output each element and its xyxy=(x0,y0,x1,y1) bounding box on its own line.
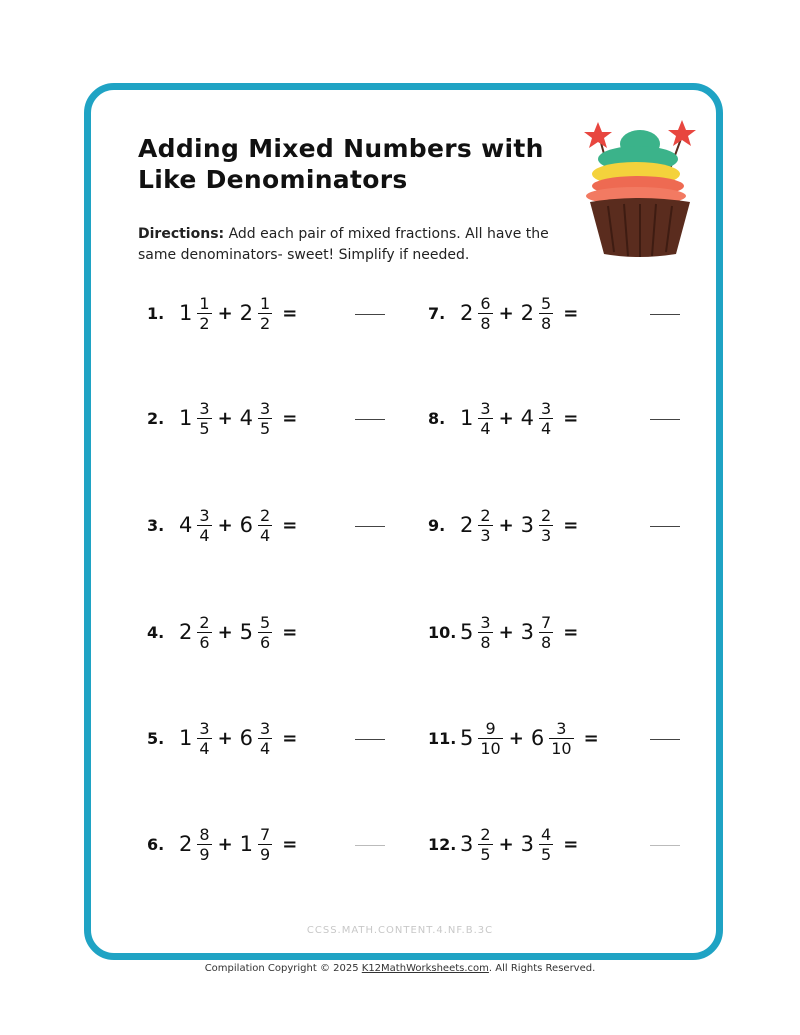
plus-sign: + xyxy=(498,407,514,429)
equals-sign: = xyxy=(563,514,579,536)
title-line-1: Adding Mixed Numbers with xyxy=(138,134,544,163)
answer-blank-6[interactable] xyxy=(355,845,385,846)
worksheet-title xyxy=(138,133,544,195)
fraction-2 xyxy=(258,614,272,651)
numerator-2: 3 xyxy=(541,398,552,418)
fraction-2 xyxy=(258,507,272,544)
fraction-2 xyxy=(539,295,553,332)
denominator-1: 5 xyxy=(480,844,491,864)
numerator-2: 1 xyxy=(260,293,271,313)
fraction-2 xyxy=(258,400,272,437)
answer-blank-7[interactable] xyxy=(650,314,680,315)
equals-sign: = xyxy=(282,833,298,855)
whole-number-1: 2 xyxy=(179,832,193,856)
problem-3 xyxy=(147,503,297,547)
denominator-2: 5 xyxy=(260,418,271,438)
denominator-2: 3 xyxy=(541,525,552,545)
numerator-1: 6 xyxy=(480,293,491,313)
whole-number-2: 6 xyxy=(530,726,545,750)
denominator-1: 3 xyxy=(480,525,491,545)
fraction-2 xyxy=(539,400,553,437)
fraction-2 xyxy=(539,507,553,544)
numerator-2: 7 xyxy=(541,612,552,632)
fraction-1 xyxy=(478,507,492,544)
answer-blank-9[interactable] xyxy=(650,526,680,527)
problem-number: 11. xyxy=(428,728,457,748)
problem-number: 9. xyxy=(428,515,446,535)
whole-number-1: 1 xyxy=(460,406,474,430)
plus-sign: + xyxy=(498,514,514,536)
problem-number: 7. xyxy=(428,303,446,323)
title-line-2: Like Denominators xyxy=(138,165,408,194)
plus-sign: + xyxy=(217,727,233,749)
denominator-1: 8 xyxy=(480,632,491,652)
problem-number: 4. xyxy=(147,622,165,642)
answer-blank-8[interactable] xyxy=(650,419,680,420)
equals-sign: = xyxy=(282,514,298,536)
answer-blank-1[interactable] xyxy=(355,314,385,315)
problem-4 xyxy=(147,610,297,654)
fraction-1 xyxy=(478,295,492,332)
directions xyxy=(138,224,578,266)
plus-sign: + xyxy=(498,833,514,855)
whole-number-2: 5 xyxy=(239,620,254,644)
answer-blank-3[interactable] xyxy=(355,526,385,527)
fraction-1 xyxy=(197,614,211,651)
numerator-1: 2 xyxy=(480,505,491,525)
copyright-prefix: Compilation Copyright © 2025 xyxy=(204,963,362,974)
numerator-2: 4 xyxy=(541,824,552,844)
plus-sign: + xyxy=(217,407,233,429)
whole-number-2: 6 xyxy=(239,513,254,537)
fraction-1 xyxy=(478,720,502,757)
plus-sign: + xyxy=(498,621,514,643)
denominator-2: 9 xyxy=(260,844,271,864)
plus-sign: + xyxy=(508,727,524,749)
plus-sign: + xyxy=(498,302,514,324)
denominator-1: 4 xyxy=(480,418,491,438)
denominator-2: 10 xyxy=(551,738,572,758)
problem-number: 1. xyxy=(147,303,165,323)
problem-number: 8. xyxy=(428,408,446,428)
numerator-1: 3 xyxy=(199,718,210,738)
numerator-1: 3 xyxy=(480,612,491,632)
denominator-2: 6 xyxy=(260,632,271,652)
copyright-link[interactable]: K12MathWorksheets.com xyxy=(361,963,489,974)
standard-code: CCSS.MATH.CONTENT.4.NF.B.3C xyxy=(306,925,494,936)
problem-number: 3. xyxy=(147,515,165,535)
denominator-2: 4 xyxy=(541,418,552,438)
problem-12 xyxy=(428,822,578,866)
denominator-1: 2 xyxy=(199,313,210,333)
numerator-1: 1 xyxy=(199,293,210,313)
numerator-2: 3 xyxy=(260,398,271,418)
problem-9 xyxy=(428,503,578,547)
equals-sign: = xyxy=(282,727,298,749)
whole-number-2: 3 xyxy=(520,513,535,537)
fraction-1 xyxy=(197,295,211,332)
answer-blank-2[interactable] xyxy=(355,419,385,420)
fraction-1 xyxy=(197,507,211,544)
denominator-2: 8 xyxy=(541,313,552,333)
whole-number-1: 3 xyxy=(460,832,474,856)
whole-number-1: 1 xyxy=(179,301,193,325)
whole-number-1: 1 xyxy=(179,726,193,750)
numerator-2: 5 xyxy=(260,612,271,632)
plus-sign: + xyxy=(217,302,233,324)
problem-8 xyxy=(428,396,578,440)
denominator-2: 4 xyxy=(260,738,271,758)
denominator-2: 2 xyxy=(260,313,271,333)
problem-5 xyxy=(147,716,297,760)
problem-number: 10. xyxy=(428,622,457,642)
problem-number: 5. xyxy=(147,728,165,748)
fraction-2 xyxy=(539,826,553,863)
equals-sign: = xyxy=(563,833,579,855)
plus-sign: + xyxy=(217,621,233,643)
fraction-1 xyxy=(478,826,492,863)
equals-sign: = xyxy=(282,302,298,324)
numerator-2: 3 xyxy=(556,718,567,738)
problem-2 xyxy=(147,396,297,440)
numerator-1: 2 xyxy=(199,612,210,632)
whole-number-2: 6 xyxy=(239,726,254,750)
whole-number-1: 2 xyxy=(179,620,193,644)
plus-sign: + xyxy=(217,514,233,536)
answer-blank-5[interactable] xyxy=(355,739,385,740)
denominator-2: 8 xyxy=(541,632,552,652)
problem-10 xyxy=(428,610,578,654)
whole-number-1: 5 xyxy=(460,726,474,750)
problem-number: 12. xyxy=(428,834,457,854)
denominator-2: 5 xyxy=(541,844,552,864)
plus-sign: + xyxy=(217,833,233,855)
equals-sign: = xyxy=(282,407,298,429)
whole-number-1: 2 xyxy=(460,513,474,537)
numerator-1: 3 xyxy=(199,505,210,525)
numerator-1: 9 xyxy=(485,718,496,738)
denominator-1: 6 xyxy=(199,632,210,652)
fraction-2 xyxy=(258,826,272,863)
whole-number-2: 4 xyxy=(520,406,535,430)
whole-number-2: 3 xyxy=(520,620,535,644)
whole-number-1: 5 xyxy=(460,620,474,644)
numerator-1: 3 xyxy=(480,398,491,418)
numerator-2: 2 xyxy=(260,505,271,525)
denominator-1: 10 xyxy=(480,738,501,758)
problem-7 xyxy=(428,291,578,335)
problem-number: 2. xyxy=(147,408,165,428)
fraction-2 xyxy=(258,720,272,757)
numerator-2: 2 xyxy=(541,505,552,525)
numerator-1: 8 xyxy=(199,824,210,844)
whole-number-2: 1 xyxy=(239,832,254,856)
numerator-1: 2 xyxy=(480,824,491,844)
denominator-1: 5 xyxy=(199,418,210,438)
equals-sign: = xyxy=(583,727,599,749)
fraction-1 xyxy=(478,614,492,651)
whole-number-2: 2 xyxy=(239,301,254,325)
numerator-2: 3 xyxy=(260,718,271,738)
directions-text: Add each pair of mixed fractions. All have the same denominators- sweet! Simplify if needed. xyxy=(138,226,549,263)
whole-number-2: 2 xyxy=(520,301,535,325)
answer-blank-12[interactable] xyxy=(650,845,680,846)
numerator-1: 3 xyxy=(199,398,210,418)
numerator-2: 5 xyxy=(541,293,552,313)
equals-sign: = xyxy=(563,407,579,429)
fraction-1 xyxy=(197,826,211,863)
denominator-1: 4 xyxy=(199,738,210,758)
fraction-1 xyxy=(197,400,211,437)
fraction-2 xyxy=(539,614,553,651)
problem-1 xyxy=(147,291,297,335)
whole-number-2: 4 xyxy=(239,406,254,430)
equals-sign: = xyxy=(563,621,579,643)
fraction-1 xyxy=(478,400,492,437)
whole-number-1: 1 xyxy=(179,406,193,430)
numerator-2: 7 xyxy=(260,824,271,844)
directions-label: Directions: xyxy=(138,226,225,242)
whole-number-2: 3 xyxy=(520,832,535,856)
denominator-2: 4 xyxy=(260,525,271,545)
copyright-suffix: . All Rights Reserved. xyxy=(488,963,596,974)
equals-sign: = xyxy=(282,621,298,643)
problem-number: 6. xyxy=(147,834,165,854)
denominator-1: 9 xyxy=(199,844,210,864)
cupcake-icon xyxy=(578,114,698,264)
denominator-1: 8 xyxy=(480,313,491,333)
fraction-1 xyxy=(197,720,211,757)
copyright-line xyxy=(0,963,800,974)
whole-number-1: 2 xyxy=(460,301,474,325)
fraction-2 xyxy=(258,295,272,332)
denominator-1: 4 xyxy=(199,525,210,545)
whole-number-1: 4 xyxy=(179,513,193,537)
problem-11 xyxy=(428,716,599,760)
fraction-2 xyxy=(549,720,573,757)
problem-6 xyxy=(147,822,297,866)
answer-blank-11[interactable] xyxy=(650,739,680,740)
equals-sign: = xyxy=(563,302,579,324)
